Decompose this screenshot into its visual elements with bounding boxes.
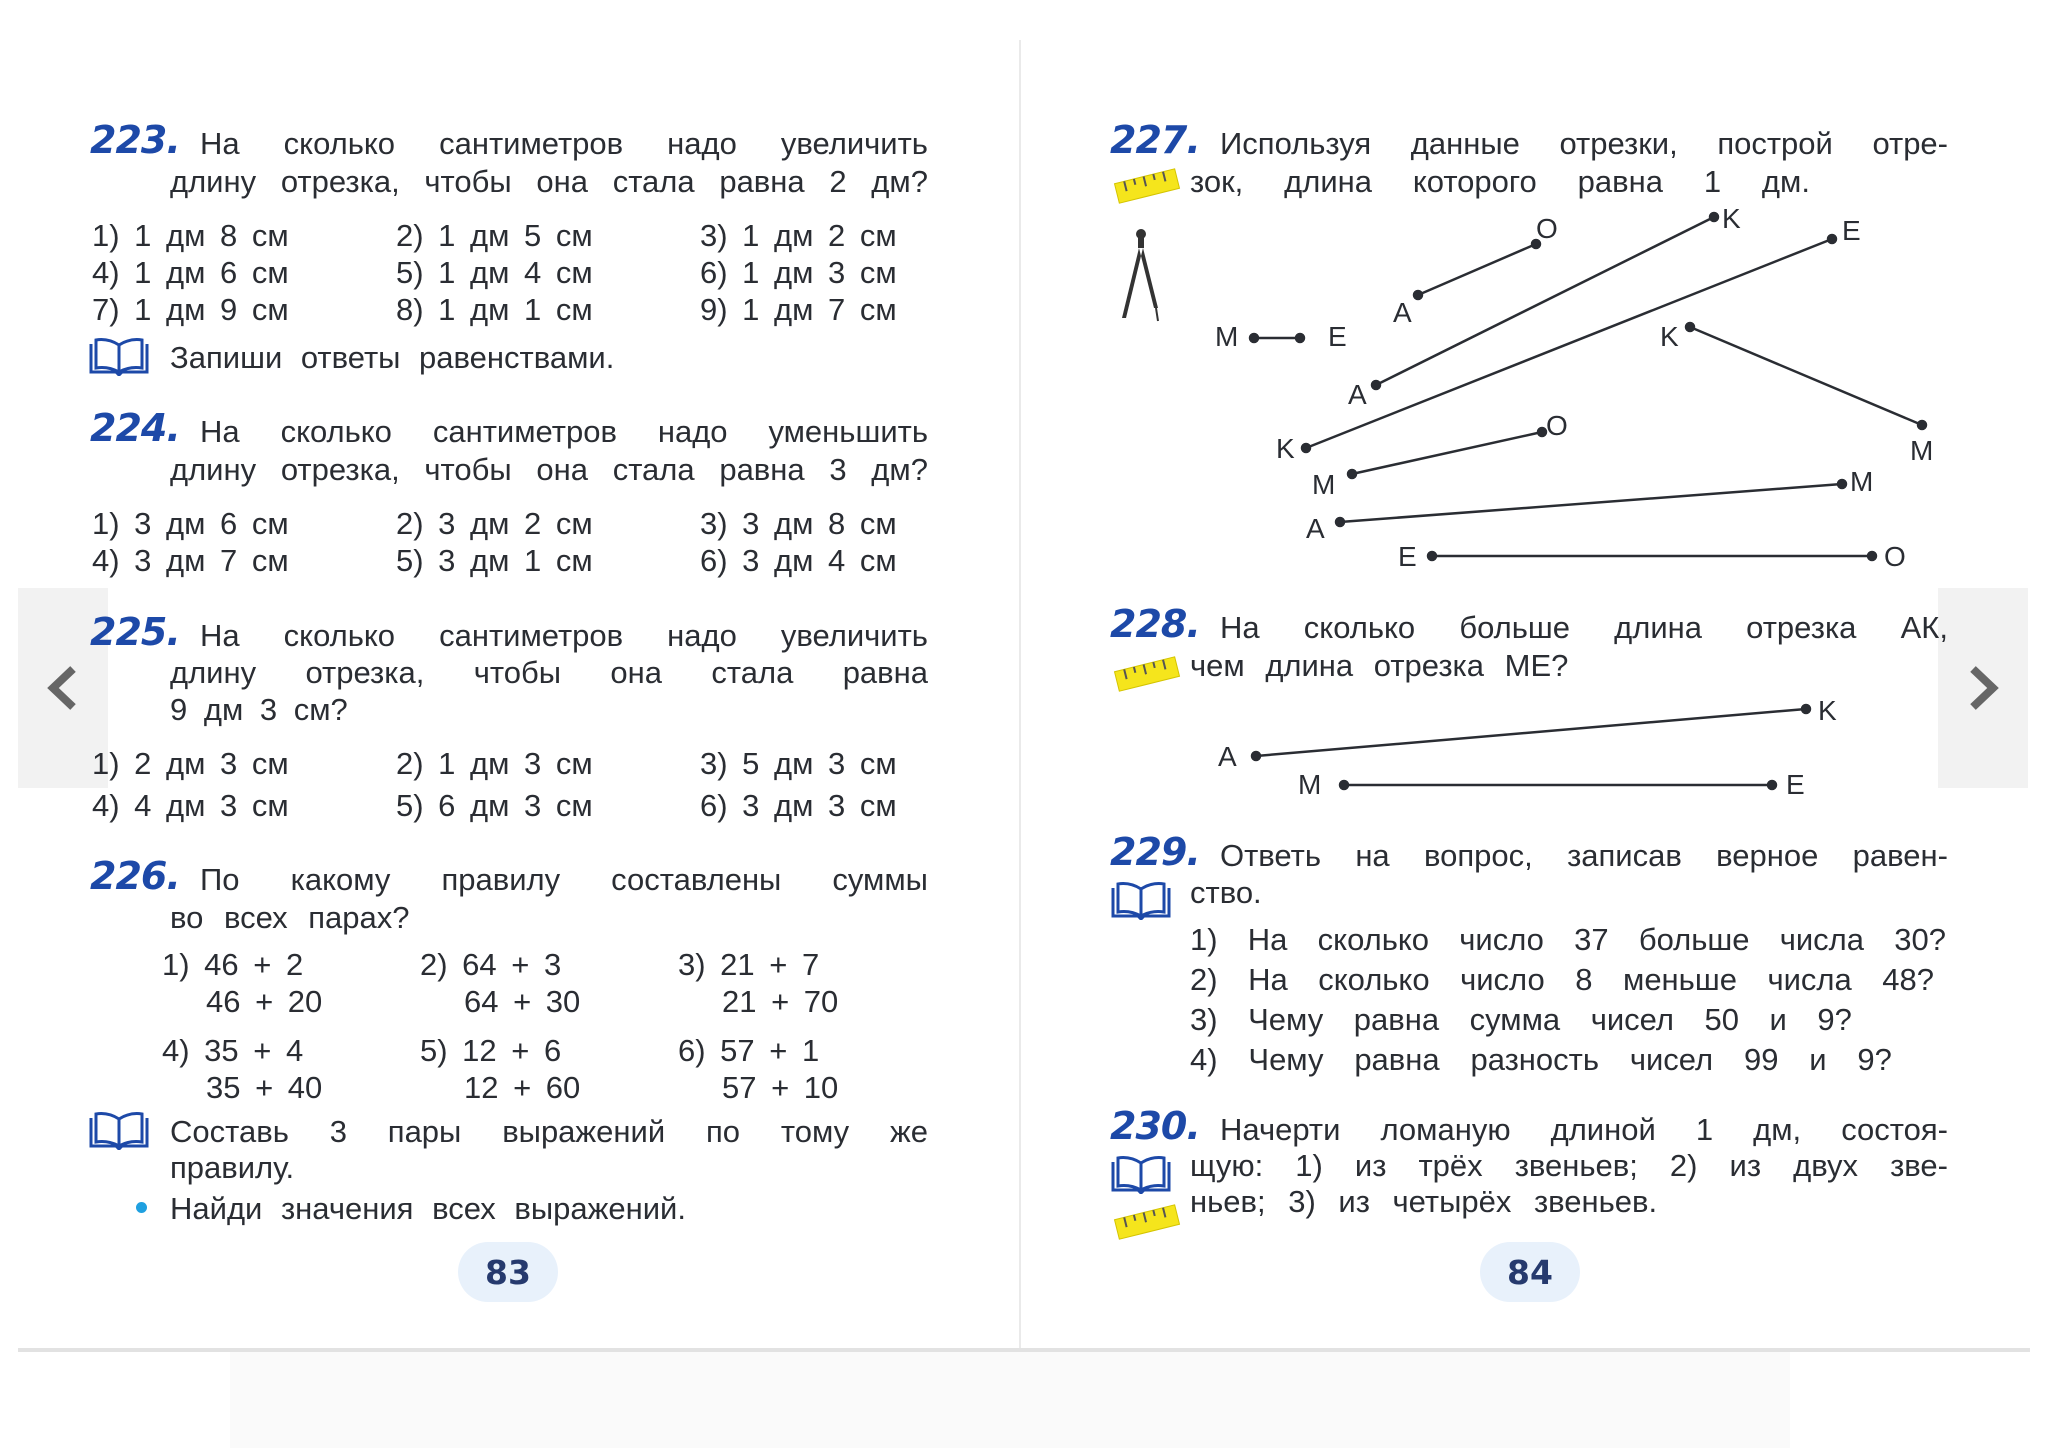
answer-option: 6) 3 дм 4 см bbox=[700, 543, 897, 578]
book-icon bbox=[88, 336, 150, 376]
book-icon bbox=[1110, 880, 1172, 920]
word: надо bbox=[667, 126, 737, 161]
segment-ke bbox=[1306, 239, 1832, 448]
word: записав bbox=[1567, 838, 1682, 873]
word: АК, bbox=[1900, 610, 1948, 645]
word: сколько bbox=[283, 618, 396, 653]
task-227-number: 227. bbox=[1110, 118, 1200, 162]
point bbox=[1372, 381, 1380, 389]
point bbox=[1868, 552, 1876, 560]
word: длину bbox=[170, 164, 257, 199]
task-228-line2: чем длина отрезка МЕ? bbox=[1190, 648, 1569, 683]
word: и bbox=[1809, 1042, 1827, 1077]
expression-pair-top: 5) 12 + 6 bbox=[420, 1033, 562, 1068]
word: На bbox=[200, 618, 240, 653]
word: сколько bbox=[1317, 922, 1430, 957]
word: правилу bbox=[441, 862, 561, 897]
task-225-line1 bbox=[200, 618, 928, 654]
word: дм, bbox=[1753, 1112, 1802, 1147]
word: Чему bbox=[1248, 1042, 1324, 1077]
task-229-question bbox=[1190, 1042, 1892, 1078]
segments-diagram-228 bbox=[1022, 680, 2030, 810]
word: разность bbox=[1470, 1042, 1600, 1077]
point-label: M bbox=[1910, 435, 1934, 466]
word: она bbox=[536, 452, 588, 487]
point-label: K bbox=[1276, 433, 1295, 464]
task-228-line1 bbox=[1220, 610, 1948, 646]
word: больше bbox=[1459, 610, 1570, 645]
task-229-question bbox=[1190, 962, 1934, 998]
point-label: A bbox=[1348, 379, 1367, 410]
word: отре- bbox=[1872, 126, 1948, 161]
expression-pair-bottom: 64 + 30 bbox=[464, 984, 581, 1019]
point-label: A bbox=[1393, 297, 1412, 328]
word: число bbox=[1459, 922, 1544, 957]
word: увеличить bbox=[780, 126, 928, 161]
word: увеличить bbox=[780, 618, 928, 653]
task-223-note: Запиши ответы равенствами. bbox=[170, 340, 615, 375]
expression-pair-bottom: 57 + 10 bbox=[722, 1070, 839, 1105]
task-226-note-line1 bbox=[170, 1114, 928, 1150]
point bbox=[1838, 480, 1846, 488]
word: она bbox=[536, 164, 588, 199]
word: состоя- bbox=[1841, 1112, 1948, 1147]
answer-option: 2) 1 дм 5 см bbox=[396, 218, 593, 253]
word: построй bbox=[1717, 126, 1833, 161]
word: 3 bbox=[829, 452, 847, 487]
segment-mo bbox=[1352, 432, 1542, 474]
answer-option: 3) 1 дм 2 см bbox=[700, 218, 897, 253]
task-226-note-line2: правилу. bbox=[170, 1150, 295, 1185]
word: стала bbox=[711, 655, 794, 690]
point-label: K bbox=[1722, 203, 1741, 234]
expression-pair-bottom: 12 + 60 bbox=[464, 1070, 581, 1105]
word: 1) bbox=[1295, 1148, 1323, 1183]
word: стала bbox=[612, 164, 695, 199]
word: Используя bbox=[1220, 126, 1372, 161]
word: 2) bbox=[1669, 1148, 1698, 1183]
point-label: M bbox=[1298, 769, 1322, 800]
point bbox=[1302, 444, 1310, 452]
word: больше bbox=[1638, 922, 1750, 957]
word: дм? bbox=[871, 452, 928, 487]
point-label: O bbox=[1546, 410, 1568, 441]
word: чисел bbox=[1590, 1002, 1674, 1037]
task-228-number: 228. bbox=[1110, 602, 1200, 646]
segment-ao bbox=[1418, 244, 1536, 295]
segment-am bbox=[1340, 484, 1842, 522]
task-229-question bbox=[1190, 922, 1946, 958]
task-226-line2: во всех парах? bbox=[170, 900, 410, 935]
word: 99 bbox=[1743, 1042, 1779, 1077]
word: выражений bbox=[502, 1114, 666, 1149]
word: 8 bbox=[1575, 962, 1593, 997]
word: равна bbox=[842, 655, 928, 690]
word: равна bbox=[719, 164, 805, 199]
point-label: A bbox=[1306, 513, 1325, 544]
word: отрезка, bbox=[280, 452, 400, 487]
answer-option: 2) 1 дм 3 см bbox=[396, 746, 593, 781]
word: какому bbox=[290, 862, 391, 897]
task-224-number: 224. bbox=[90, 406, 180, 450]
word: числа bbox=[1767, 962, 1852, 997]
word: 30? bbox=[1894, 922, 1946, 957]
word: длина bbox=[1284, 164, 1372, 199]
word: 1) bbox=[1190, 922, 1218, 957]
answer-option: 1) 2 дм 3 см bbox=[92, 746, 289, 781]
word: дм? bbox=[871, 164, 928, 199]
word: щую: bbox=[1190, 1148, 1264, 1183]
segments-diagram-227 bbox=[1022, 0, 2030, 600]
chevron-left-icon bbox=[43, 663, 83, 713]
point-label: E bbox=[1842, 215, 1861, 246]
point bbox=[1768, 781, 1776, 789]
point bbox=[1336, 518, 1344, 526]
point bbox=[1414, 291, 1422, 299]
word: числа bbox=[1779, 922, 1865, 957]
task-229-line1 bbox=[1220, 838, 1948, 874]
task-230-line1 bbox=[1220, 1112, 1948, 1148]
word: 50 bbox=[1704, 1002, 1739, 1037]
task-223-line2 bbox=[170, 164, 928, 200]
word: чтобы bbox=[424, 164, 512, 199]
word: дм. bbox=[1761, 164, 1810, 199]
word: отрезки, bbox=[1559, 126, 1678, 161]
answer-option: 9) 1 дм 7 см bbox=[700, 292, 897, 327]
task-224-line2 bbox=[170, 452, 928, 488]
book-icon bbox=[88, 1110, 150, 1150]
word: На bbox=[200, 126, 240, 161]
word: отрезка bbox=[1746, 610, 1857, 645]
word: сколько bbox=[280, 414, 392, 449]
word: тому bbox=[780, 1114, 850, 1149]
word: 9? bbox=[1857, 1042, 1892, 1077]
point bbox=[1710, 213, 1718, 221]
point-label: K bbox=[1818, 695, 1837, 726]
word: сантиметров bbox=[439, 126, 624, 161]
word: 2 bbox=[829, 164, 847, 199]
answer-option: 1) 3 дм 6 см bbox=[92, 506, 289, 541]
word: надо bbox=[657, 414, 728, 449]
word: число bbox=[1460, 962, 1545, 997]
task-226-line1 bbox=[200, 862, 928, 898]
point bbox=[1348, 470, 1356, 478]
word: По bbox=[200, 862, 240, 897]
word: зве- bbox=[1890, 1148, 1948, 1183]
task-226-bullet: Найди значения всех выражений. bbox=[170, 1191, 686, 1226]
word: длиной bbox=[1550, 1112, 1656, 1147]
word: двух bbox=[1793, 1148, 1859, 1183]
answer-option: 5) 3 дм 1 см bbox=[396, 543, 593, 578]
word: 48? bbox=[1882, 962, 1934, 997]
task-230-number: 230. bbox=[1110, 1104, 1200, 1148]
point-label: E bbox=[1398, 541, 1417, 572]
task-224-line1 bbox=[200, 414, 928, 450]
task-230-line2 bbox=[1190, 1148, 1948, 1184]
word: же bbox=[889, 1114, 928, 1149]
point bbox=[1686, 323, 1694, 331]
ruler-icon bbox=[1112, 1200, 1182, 1244]
answer-option: 5) 1 дм 4 см bbox=[396, 255, 593, 290]
task-229-question bbox=[1190, 1002, 1852, 1038]
word: из bbox=[1729, 1148, 1762, 1183]
word: верное bbox=[1716, 838, 1819, 873]
word: Чему bbox=[1248, 1002, 1324, 1037]
word: равна bbox=[1353, 1002, 1440, 1037]
point bbox=[1340, 781, 1348, 789]
word: которого bbox=[1412, 164, 1537, 199]
point-label: O bbox=[1884, 541, 1906, 572]
word: надо bbox=[667, 618, 737, 653]
word: сумма bbox=[1469, 1002, 1561, 1037]
page-number-right: 84 bbox=[1480, 1242, 1580, 1302]
expression-pair-top: 6) 57 + 1 bbox=[678, 1033, 820, 1068]
point bbox=[1428, 552, 1436, 560]
segment-ak bbox=[1256, 709, 1806, 756]
expression-pair-bottom: 35 + 40 bbox=[206, 1070, 323, 1105]
word: зок, bbox=[1190, 164, 1244, 199]
point bbox=[1918, 421, 1926, 429]
word: по bbox=[706, 1114, 741, 1149]
point-label: E bbox=[1786, 769, 1805, 800]
book-icon bbox=[1110, 1154, 1172, 1194]
point-label: K bbox=[1660, 321, 1679, 352]
word: она bbox=[610, 655, 663, 690]
word: равен- bbox=[1852, 838, 1948, 873]
word: отрезка, bbox=[305, 655, 425, 690]
point-label: M bbox=[1215, 321, 1239, 352]
expression-pair-bottom: 46 + 20 bbox=[206, 984, 323, 1019]
task-226-number: 226. bbox=[90, 854, 180, 898]
bottom-shade bbox=[230, 1352, 1790, 1448]
word: равна bbox=[719, 452, 805, 487]
answer-option: 8) 1 дм 1 см bbox=[396, 292, 593, 327]
answer-option: 5) 6 дм 3 см bbox=[396, 788, 593, 823]
word: длина bbox=[1614, 610, 1703, 645]
word: уменьшить bbox=[768, 414, 928, 449]
answer-option: 4) 4 дм 3 см bbox=[92, 788, 289, 823]
word: 4) bbox=[1190, 1042, 1218, 1077]
task-230-line3: ньев; 3) из четырёх звеньев. bbox=[1190, 1184, 1658, 1219]
expression-pair-top: 4) 35 + 4 bbox=[162, 1033, 304, 1068]
word: ломаную bbox=[1380, 1112, 1511, 1147]
task-229-line2: ство. bbox=[1190, 875, 1262, 910]
word: на bbox=[1355, 838, 1390, 873]
word: отрезка, bbox=[280, 164, 400, 199]
word: 3 bbox=[329, 1114, 347, 1149]
word: вопрос, bbox=[1424, 838, 1533, 873]
point-label: O bbox=[1536, 213, 1558, 244]
word: 2) bbox=[1190, 962, 1218, 997]
task-225-line3: 9 дм 3 см? bbox=[170, 692, 348, 727]
word: суммы bbox=[832, 862, 928, 897]
bullet-dot bbox=[136, 1202, 147, 1213]
word: пары bbox=[387, 1114, 462, 1149]
expression-pair-top: 3) 21 + 7 bbox=[678, 947, 820, 982]
point-label: A bbox=[1218, 741, 1237, 772]
word: 1 bbox=[1703, 164, 1722, 199]
point-label: E bbox=[1328, 321, 1347, 352]
word: На bbox=[200, 414, 240, 449]
answer-option: 7) 1 дм 9 см bbox=[92, 292, 289, 327]
point bbox=[1250, 334, 1258, 342]
word: стала bbox=[612, 452, 695, 487]
answer-option: 4) 1 дм 6 см bbox=[92, 255, 289, 290]
word: Начерти bbox=[1220, 1112, 1341, 1147]
word: На bbox=[1220, 610, 1260, 645]
word: и bbox=[1769, 1002, 1787, 1037]
word: чтобы bbox=[473, 655, 562, 690]
word: чисел bbox=[1629, 1042, 1714, 1077]
word: сколько bbox=[283, 126, 396, 161]
answer-option: 6) 3 дм 3 см bbox=[700, 788, 897, 823]
expression-pair-bottom: 21 + 70 bbox=[722, 984, 839, 1019]
word: 3) bbox=[1190, 1002, 1218, 1037]
word: из bbox=[1354, 1148, 1387, 1183]
word: сколько bbox=[1318, 962, 1430, 997]
word: сантиметров bbox=[439, 618, 624, 653]
word: На bbox=[1247, 922, 1288, 957]
word: сколько bbox=[1303, 610, 1416, 645]
task-223-number: 223. bbox=[90, 118, 180, 162]
point bbox=[1296, 334, 1304, 342]
task-225-number: 225. bbox=[90, 610, 180, 654]
word: сантиметров bbox=[432, 414, 617, 449]
point bbox=[1802, 705, 1810, 713]
point-label: M bbox=[1850, 466, 1874, 497]
task-229-number: 229. bbox=[1110, 830, 1200, 874]
expression-pair-top: 2) 64 + 3 bbox=[420, 947, 562, 982]
word: Ответь bbox=[1220, 838, 1321, 873]
expression-pair-top: 1) 46 + 2 bbox=[162, 947, 304, 982]
word: длину bbox=[170, 452, 257, 487]
word: звеньев; bbox=[1514, 1148, 1638, 1183]
word: 9? bbox=[1817, 1002, 1852, 1037]
word: трёх bbox=[1418, 1148, 1483, 1183]
word: меньше bbox=[1623, 962, 1737, 997]
answer-option: 3) 3 дм 8 см bbox=[700, 506, 897, 541]
point-label: M bbox=[1312, 469, 1336, 500]
page-number-left: 83 bbox=[458, 1242, 558, 1302]
word: Составь bbox=[170, 1114, 289, 1149]
answer-option: 3) 5 дм 3 см bbox=[700, 746, 897, 781]
word: чтобы bbox=[424, 452, 512, 487]
word: данные bbox=[1410, 126, 1520, 161]
answer-option: 6) 1 дм 3 см bbox=[700, 255, 897, 290]
word: длину bbox=[170, 655, 257, 690]
answer-option: 4) 3 дм 7 см bbox=[92, 543, 289, 578]
word: равна bbox=[1354, 1042, 1440, 1077]
word: На bbox=[1248, 962, 1288, 997]
book-spine bbox=[1019, 40, 1021, 1350]
word: равна bbox=[1577, 164, 1663, 199]
answer-option: 1) 1 дм 8 см bbox=[92, 218, 289, 253]
task-225-line2 bbox=[170, 655, 928, 691]
point bbox=[1828, 235, 1836, 243]
answer-option: 2) 3 дм 2 см bbox=[396, 506, 593, 541]
segment-km bbox=[1690, 327, 1922, 425]
point bbox=[1252, 752, 1260, 760]
task-223-line1 bbox=[200, 126, 928, 162]
point bbox=[1538, 428, 1546, 436]
word: 37 bbox=[1574, 922, 1609, 957]
word: составлены bbox=[611, 862, 782, 897]
word: 1 bbox=[1695, 1112, 1714, 1147]
